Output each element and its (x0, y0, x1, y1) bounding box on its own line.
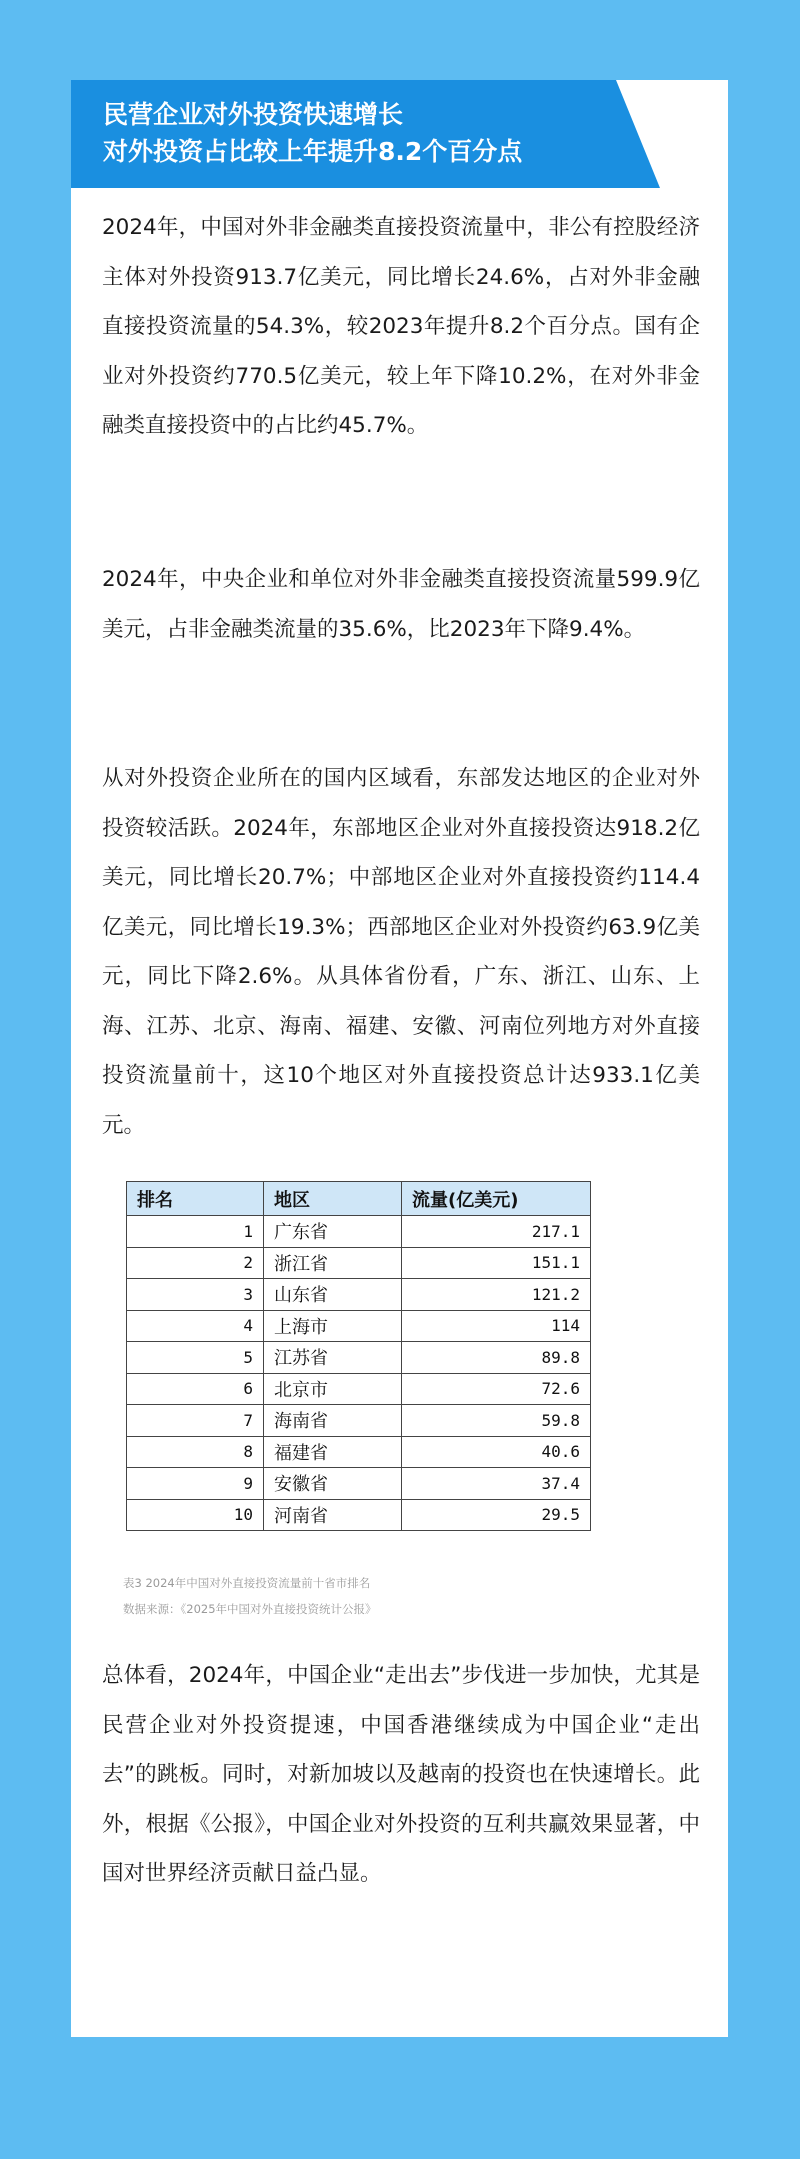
cell-flow: 40.6 (402, 1436, 591, 1468)
table-caption: 表3 2024年中国对外直接投资流量前十省市排名 (123, 1576, 371, 1590)
cell-region: 浙江省 (264, 1247, 402, 1279)
cell-flow: 29.5 (402, 1499, 591, 1531)
table-row (127, 1436, 591, 1468)
cell-region: 上海市 (264, 1310, 402, 1342)
header-flow: 流量(亿美元) (402, 1182, 591, 1216)
paragraph-central-enterprises: 2024年，中央企业和单位对外非金融类直接投资流量599.9亿美元，占非金融类流量的35.6%，比2023年下降9.4%。 (102, 567, 700, 642)
cell-region: 江苏省 (264, 1342, 402, 1374)
table-source: 数据来源：《2025年中国对外直接投资统计公报》 (123, 1602, 377, 1616)
header-title-line1: 民营企业对外投资快速增长 (103, 100, 404, 129)
cell-rank: 4 (127, 1310, 264, 1342)
table-row (127, 1216, 591, 1248)
cell-region: 安徽省 (264, 1468, 402, 1500)
cell-rank: 7 (127, 1405, 264, 1437)
header-rank: 排名 (127, 1182, 264, 1216)
header-title (103, 96, 623, 170)
table-row (127, 1310, 591, 1342)
table-row (127, 1342, 591, 1374)
cell-flow: 217.1 (402, 1216, 591, 1248)
table-header-row (127, 1182, 591, 1216)
province-ranking-table (126, 1181, 591, 1531)
paragraph-summary: 总体看，2024年，中国企业“走出去”步伐进一步加快，尤其是民营企业对外投资提速，中国香港继续成为中国企业“走出去”的跳板。同时，对新加坡以及越南的投资也在快速增长。此外，根据《公报》，中国企业对外投资的互利共赢效果显著，中国对世界经济贡献日益凸显。 (102, 1663, 700, 1886)
cell-region: 福建省 (264, 1436, 402, 1468)
cell-region: 北京市 (264, 1373, 402, 1405)
table-row (127, 1468, 591, 1500)
cell-region: 山东省 (264, 1279, 402, 1311)
header-title-line2: 对外投资占比较上年提升8.2个百分点 (103, 137, 523, 166)
cell-rank: 6 (127, 1373, 264, 1405)
cell-region: 海南省 (264, 1405, 402, 1437)
cell-rank: 2 (127, 1247, 264, 1279)
table-row (127, 1373, 591, 1405)
cell-rank: 5 (127, 1342, 264, 1374)
cell-flow: 151.1 (402, 1247, 591, 1279)
cell-flow: 59.8 (402, 1405, 591, 1437)
ranking-table-container (126, 1181, 591, 1531)
cell-flow: 89.8 (402, 1342, 591, 1374)
cell-rank: 9 (127, 1468, 264, 1500)
cell-region: 河南省 (264, 1499, 402, 1531)
cell-rank: 1 (127, 1216, 264, 1248)
table-row (127, 1247, 591, 1279)
cell-flow: 121.2 (402, 1279, 591, 1311)
cell-rank: 3 (127, 1279, 264, 1311)
cell-flow: 72.6 (402, 1373, 591, 1405)
paragraph-private-investment: 2024年，中国对外非金融类直接投资流量中，非公有控股经济主体对外投资913.7亿美元，同比增长24.6%，占对外非金融直接投资流量的54.3%，较2023年提升8.2个百分点。国有企业对外投资约770.5亿美元，较上年下降10.2%，在对外非金融类直接投资中的占比约45.7%。 (102, 215, 700, 438)
paragraph-regional-breakdown: 从对外投资企业所在的国内区域看，东部发达地区的企业对外投资较活跃。2024年，东部地区企业对外直接投资达918.2亿美元，同比增长20.7%；中部地区企业对外直接投资约114.4亿美元，同比增长19.3%；西部地区企业对外投资约63.9亿美元，同比下降2.6%。从具体省份看，广东、浙江、山东、上海、江苏、北京、海南、福建、安徽、河南位列地方对外直接投资流量前十，这10个地区对外直接投资总计达933.1亿美元。 (102, 766, 700, 1138)
table-row (127, 1405, 591, 1437)
table-row (127, 1499, 591, 1531)
cell-rank: 10 (127, 1499, 264, 1531)
cell-flow: 37.4 (402, 1468, 591, 1500)
cell-region: 广东省 (264, 1216, 402, 1248)
cell-rank: 8 (127, 1436, 264, 1468)
cell-flow: 114 (402, 1310, 591, 1342)
header-region: 地区 (264, 1182, 402, 1216)
table-row (127, 1279, 591, 1311)
